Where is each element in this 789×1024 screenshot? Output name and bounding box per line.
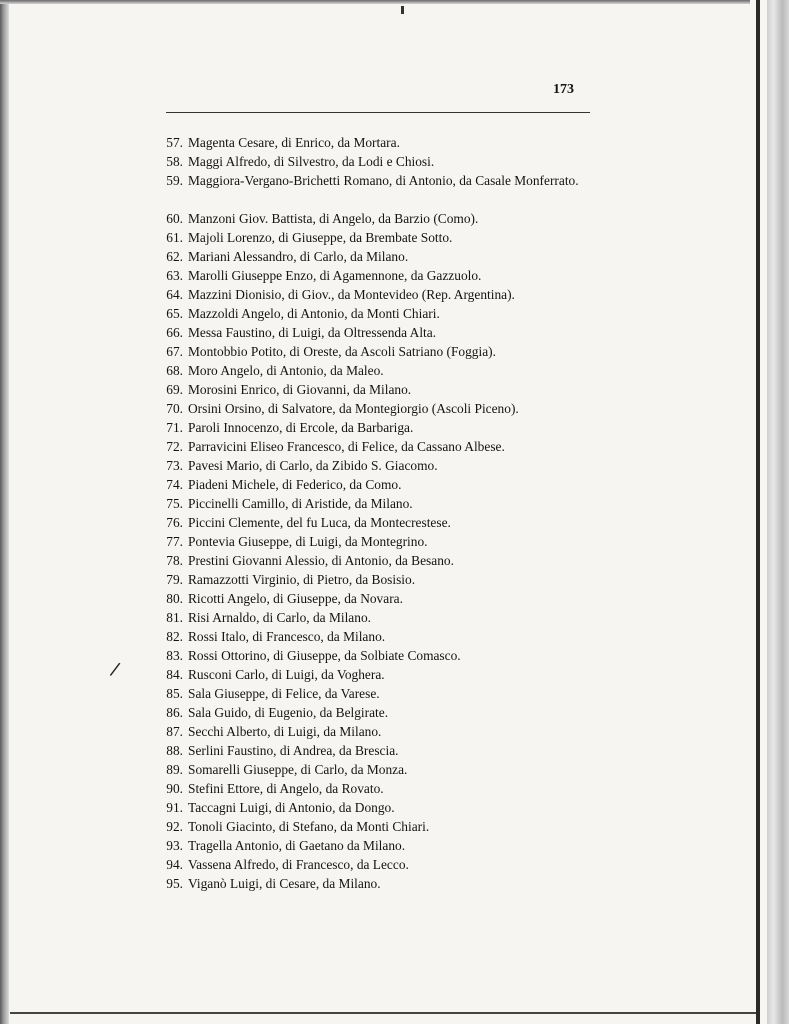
entry-text: Maggiora-Vergano-Brichetti Romano, di Antonio, da Casale Monferrato. xyxy=(188,173,579,188)
list-item xyxy=(150,418,610,437)
entry-number: 92. xyxy=(166,819,183,834)
entry-text: Risi Arnaldo, di Carlo, da Milano. xyxy=(188,610,371,625)
entry-number: 79. xyxy=(166,572,183,587)
list-item xyxy=(150,532,610,551)
entry-number: 93. xyxy=(166,838,183,853)
entry-number: 68. xyxy=(166,363,183,378)
entry-number: 62. xyxy=(166,249,183,264)
list-item xyxy=(150,608,610,627)
list-item xyxy=(150,475,610,494)
list-item xyxy=(150,741,610,760)
book-edge xyxy=(767,0,789,1024)
entry-number: 74. xyxy=(166,477,183,492)
entry-text: Parravicini Eliseo Francesco, di Felice, da Cassano Albese. xyxy=(188,439,505,454)
entry-text: Moro Angelo, di Antonio, da Maleo. xyxy=(188,363,384,378)
page-binding-edge xyxy=(0,0,9,1024)
list-item xyxy=(150,247,610,266)
entry-text: Magenta Cesare, di Enrico, da Mortara. xyxy=(188,135,400,150)
entry-text: Messa Faustino, di Luigi, da Oltressenda Alta. xyxy=(188,325,437,340)
entry-number: 80. xyxy=(166,591,183,606)
entry-text: Ricotti Angelo, di Giuseppe, da Novara. xyxy=(188,591,403,606)
entry-text: Piccini Clemente, del fu Luca, da Montecrestese. xyxy=(188,515,451,530)
entry-text: Prestini Giovanni Alessio, di Antonio, da Besano. xyxy=(188,553,454,568)
entry-number: 88. xyxy=(166,743,183,758)
entry-text: Secchi Alberto, di Luigi, da Milano. xyxy=(188,724,382,739)
entry-text: Rossi Ottorino, di Giuseppe, da Solbiate Comasco. xyxy=(188,648,461,663)
list-item xyxy=(150,779,610,798)
entry-text: Sala Guido, di Eugenio, da Belgirate. xyxy=(188,705,389,720)
entry-text: Rusconi Carlo, di Luigi, da Voghera. xyxy=(188,667,385,682)
entry-text: Marolli Giuseppe Enzo, di Agamennone, da Gazzuolo. xyxy=(188,268,482,283)
entry-number: 65. xyxy=(166,306,183,321)
entry-number: 71. xyxy=(166,420,183,435)
pencil-mark: / xyxy=(108,658,122,681)
entry-text: Tragella Antonio, di Gaetano da Milano. xyxy=(188,838,406,853)
entry-number: 66. xyxy=(166,325,183,340)
entry-number: 70. xyxy=(166,401,183,416)
list-item xyxy=(150,684,610,703)
entry-text: Viganò Luigi, di Cesare, da Milano. xyxy=(188,876,381,891)
entry-text: Ramazzotti Virginio, di Pietro, da Bosisio. xyxy=(188,572,416,587)
entry-number: 89. xyxy=(166,762,183,777)
list-item xyxy=(150,836,610,855)
entry-number: 87. xyxy=(166,724,183,739)
list-item xyxy=(150,323,610,342)
page-bottom-edge xyxy=(10,1012,756,1014)
entry-number: 84. xyxy=(166,667,183,682)
entry-text: Pontevia Giuseppe, di Luigi, da Montegrino. xyxy=(188,534,428,549)
list-item xyxy=(150,665,610,684)
entry-text: Tonoli Giacinto, di Stefano, da Monti Chiari. xyxy=(188,819,430,834)
list-item xyxy=(150,722,610,741)
entry-number: 72. xyxy=(166,439,183,454)
entry-number: 82. xyxy=(166,629,183,644)
entry-number: 60. xyxy=(166,211,183,226)
entry-text: Montobbio Potito, di Oreste, da Ascoli Satriano (Foggia). xyxy=(188,344,496,359)
name-list xyxy=(150,133,610,893)
entry-number: 61. xyxy=(166,230,183,245)
list-item xyxy=(150,171,610,209)
entry-text: Pavesi Mario, di Carlo, da Zibido S. Giacomo. xyxy=(188,458,438,473)
entry-number: 67. xyxy=(166,344,183,359)
list-item xyxy=(150,228,610,247)
list-item xyxy=(150,513,610,532)
entry-text: Manzoni Giov. Battista, di Angelo, da Barzio (Como). xyxy=(188,211,479,226)
entry-text: Serlini Faustino, di Andrea, da Brescia. xyxy=(188,743,399,758)
entry-text: Paroli Innocenzo, di Ercole, da Barbariga. xyxy=(188,420,414,435)
list-item xyxy=(150,494,610,513)
entry-text: Maggi Alfredo, di Silvestro, da Lodi e Chiosi. xyxy=(188,154,435,169)
list-item xyxy=(150,133,610,152)
list-item xyxy=(150,304,610,323)
list-item xyxy=(150,703,610,722)
scan-mark xyxy=(401,6,404,14)
entry-number: 75. xyxy=(166,496,183,511)
page-top-edge xyxy=(0,0,750,4)
entry-number: 57. xyxy=(166,135,183,150)
list-item xyxy=(150,646,610,665)
list-item xyxy=(150,627,610,646)
list-item xyxy=(150,589,610,608)
entry-number: 81. xyxy=(166,610,183,625)
entry-text: Majoli Lorenzo, di Giuseppe, da Brembate Sotto. xyxy=(188,230,453,245)
entry-text: Taccagni Luigi, di Antonio, da Dongo. xyxy=(188,800,395,815)
list-item xyxy=(150,342,610,361)
list-item xyxy=(150,456,610,475)
entry-text: Piadeni Michele, di Federico, da Como. xyxy=(188,477,402,492)
list-item xyxy=(150,855,610,874)
list-item xyxy=(150,152,610,171)
entry-number: 59. xyxy=(166,173,183,188)
page-number: 173 xyxy=(553,82,574,97)
entry-text: Morosini Enrico, di Giovanni, da Milano. xyxy=(188,382,412,397)
entry-number: 90. xyxy=(166,781,183,796)
list-item xyxy=(150,266,610,285)
list-item xyxy=(150,798,610,817)
list-item xyxy=(150,551,610,570)
list-item xyxy=(150,874,610,893)
entry-number: 58. xyxy=(166,154,183,169)
entry-number: 91. xyxy=(166,800,183,815)
entry-text: Mazzini Dionisio, di Giov., da Montevideo (Rep. Argentina). xyxy=(188,287,515,302)
entry-number: 77. xyxy=(166,534,183,549)
list-item xyxy=(150,361,610,380)
entry-text: Piccinelli Camillo, di Aristide, da Milano. xyxy=(188,496,413,511)
list-item xyxy=(150,570,610,589)
entry-number: 95. xyxy=(166,876,183,891)
list-item xyxy=(150,437,610,456)
list-item xyxy=(150,285,610,304)
list-item xyxy=(150,760,610,779)
entry-number: 73. xyxy=(166,458,183,473)
entry-text: Orsini Orsino, di Salvatore, da Montegiorgio (Ascoli Piceno). xyxy=(188,401,519,416)
entry-number: 94. xyxy=(166,857,183,872)
entry-text: Somarelli Giuseppe, di Carlo, da Monza. xyxy=(188,762,408,777)
header-rule xyxy=(166,112,590,113)
entry-number: 78. xyxy=(166,553,183,568)
entry-number: 69. xyxy=(166,382,183,397)
entry-number: 63. xyxy=(166,268,183,283)
entry-number: 76. xyxy=(166,515,183,530)
list-item xyxy=(150,209,610,228)
entry-number: 64. xyxy=(166,287,183,302)
entry-text: Vassena Alfredo, di Francesco, da Lecco. xyxy=(188,857,409,872)
list-item xyxy=(150,380,610,399)
entry-text: Mazzoldi Angelo, di Antonio, da Monti Chiari. xyxy=(188,306,440,321)
entry-text: Mariani Alessandro, di Carlo, da Milano. xyxy=(188,249,409,264)
list-item xyxy=(150,399,610,418)
list-item xyxy=(150,817,610,836)
entry-number: 85. xyxy=(166,686,183,701)
entry-number: 86. xyxy=(166,705,183,720)
entry-text: Stefini Ettore, di Angelo, da Rovato. xyxy=(188,781,384,796)
entry-text: Sala Giuseppe, di Felice, da Varese. xyxy=(188,686,380,701)
entry-text: Rossi Italo, di Francesco, da Milano. xyxy=(188,629,386,644)
page-right-border xyxy=(756,0,760,1024)
entry-number: 83. xyxy=(166,648,183,663)
